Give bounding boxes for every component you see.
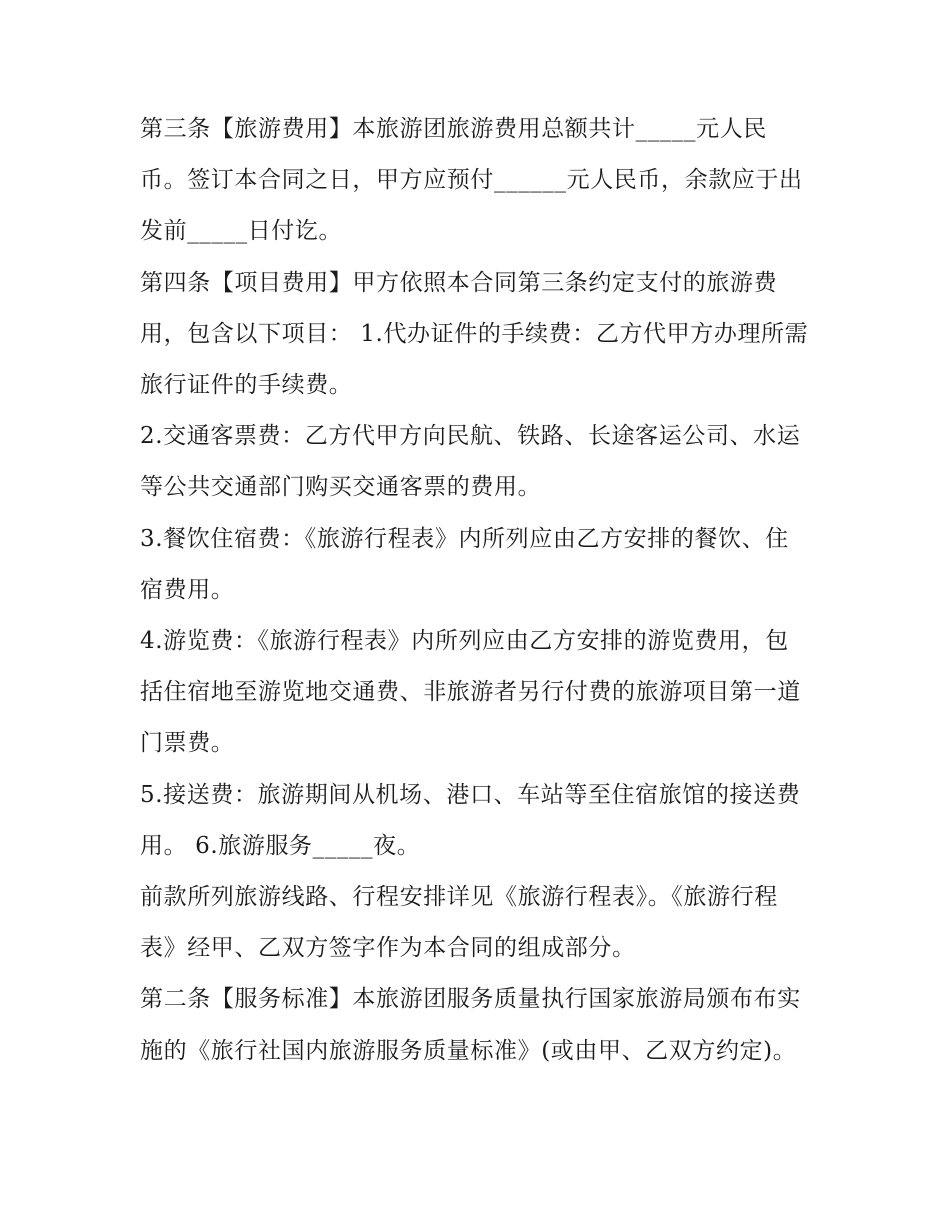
paragraph-article-3-travel-fee: 第三条【旅游费用】本旅游团旅游费用总额共计_____元人民币。签订本合同之日，甲方应预付______元人民币，余款应于出发前_____日付讫。 bbox=[140, 116, 803, 245]
paragraph-meal-lodging-fee: 3.餐饮住宿费：《旅游行程表》内所列应由乙方安排的餐饮、住宿费用。 bbox=[140, 525, 789, 603]
paragraph-article-4-item-fees: 第四条【项目费用】甲方依照本合同第三条约定支付的旅游费用，包含以下项目： 1.代办证件的手续费：乙方代甲方办理所需旅行证件的手续费。 bbox=[140, 269, 809, 399]
paragraph-article-2-service-standard: 第二条【服务标准】本旅游团服务质量执行国家旅游局颁布布实施的《旅行社国内旅游服务质量标准》(或由甲、乙双方约定)。 bbox=[140, 986, 801, 1064]
paragraph-transfer-fee: 5.接送费：旅游期间从机场、港口、车站等至住宿旅馆的接送费用。 6.旅游服务_____夜。 bbox=[140, 781, 801, 859]
document-body bbox=[140, 104, 812, 1077]
paragraph-itinerary-reference: 前款所列旅游线路、行程安排详见《旅游行程表》。《旅游行程表》经甲、乙双方签字作为本合同的组成部分。 bbox=[140, 884, 778, 962]
paragraph-sightseeing-fee: 4.游览费：《旅游行程表》内所列应由乙方安排的游览费用，包括住宿地至游览地交通费、非旅游者另行付费的旅游项目第一道门票费。 bbox=[140, 628, 801, 757]
paragraph-transport-fee: 2.交通客票费：乙方代甲方向民航、铁路、长途客运公司、水运等公共交通部门购买交通客票的费用。 bbox=[140, 423, 801, 501]
